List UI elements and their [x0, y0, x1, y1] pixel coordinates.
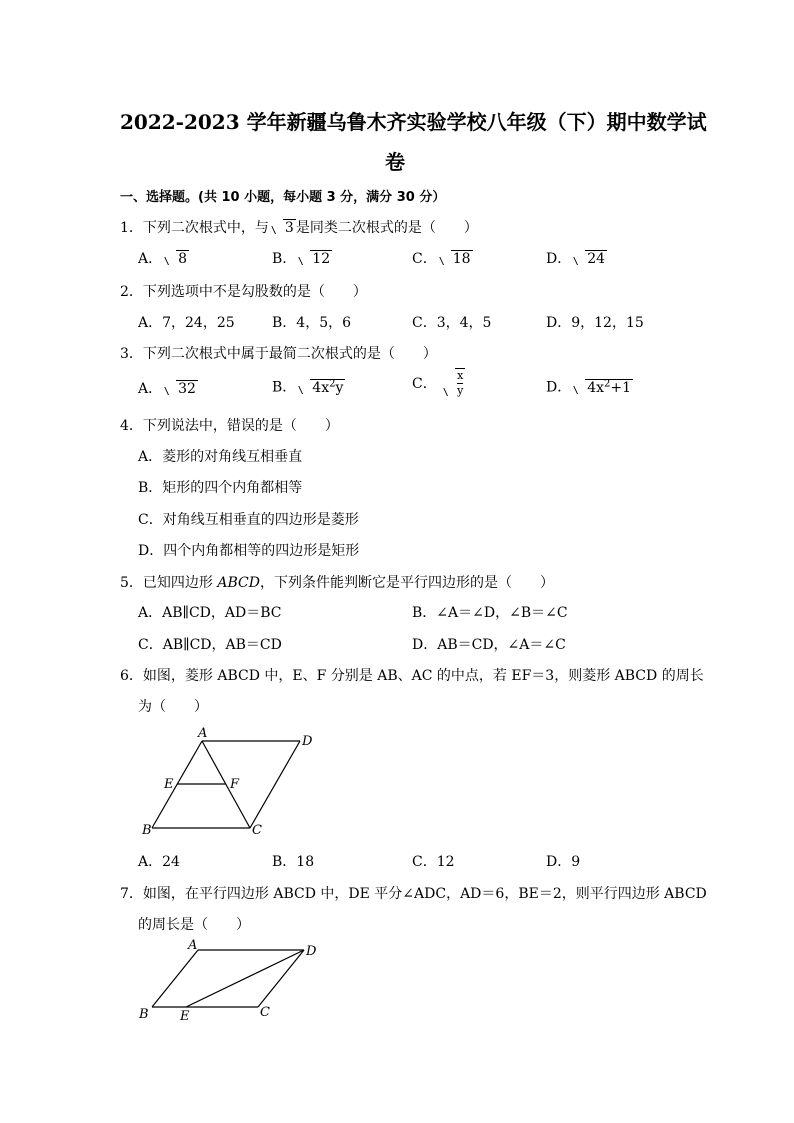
sqrt-icon [296, 251, 332, 267]
segment-dc [250, 741, 300, 828]
numerator: x [457, 369, 464, 382]
question-3: 3．下列二次根式中属于最简二次根式的是（ ） [120, 346, 437, 362]
radicand-tail: +1 [610, 379, 632, 396]
label-d: D [306, 944, 317, 959]
q1-stem-post: 是同类二次根式的是（ ） [295, 220, 478, 236]
q2-option-b[interactable]: B．4，5，6 [272, 315, 352, 331]
label-e: E [164, 777, 174, 792]
radicand-exp: 2 [329, 378, 336, 389]
sqrt-icon [571, 374, 633, 396]
sqrt-icon [441, 368, 465, 398]
section-heading: 一、选择题。(共 10 小题，每小题 3 分，满分 30 分） [120, 190, 446, 205]
radicand [585, 379, 633, 396]
question-6-line2: 为（ ） [138, 699, 208, 715]
sqrt-icon [437, 251, 473, 267]
q5-option-c[interactable]: C．AB∥CD，AB＝CD [138, 637, 282, 653]
segment-dc [258, 950, 304, 1007]
radicand: 32 [178, 381, 196, 397]
q2-option-a[interactable]: A．7，24，25 [138, 315, 235, 331]
q2-option-d[interactable]: D．9，12，15 [546, 315, 644, 331]
q1-radicand: 3 [284, 220, 294, 236]
question-5 [120, 572, 554, 592]
label-e: E [180, 1009, 190, 1024]
q6-option-c[interactable]: C．12 [412, 854, 455, 870]
option-label: B． [272, 251, 297, 267]
label-d: D [302, 734, 313, 749]
q1-option-c[interactable] [412, 248, 473, 268]
q1-option-a[interactable] [138, 248, 189, 268]
q7-parallelogram-figure [136, 938, 326, 1024]
q5-option-b[interactable]: B．∠A＝∠D，∠B＝∠C [412, 605, 568, 621]
q3-option-b[interactable] [272, 374, 345, 397]
option-label: A． [138, 381, 163, 397]
denominator: y [457, 384, 464, 397]
q5-stem-post: ，下列条件能判断它是平行四边形的是（ ） [259, 575, 554, 591]
segment-ba [152, 950, 198, 1007]
radicand-tail: y [335, 379, 344, 396]
label-a: A [188, 938, 198, 953]
radicand-base: 4x [587, 379, 605, 396]
option-label: A． [138, 251, 163, 267]
q1-stem-pre: 1．下列二次根式中，与 [120, 220, 269, 236]
radicand-base: 4x [312, 379, 330, 396]
q6-option-a[interactable]: A．24 [138, 854, 180, 870]
label-c: C [260, 1005, 270, 1020]
q5-stem-abcd: ABCD [217, 575, 260, 591]
radicand: 12 [312, 251, 331, 267]
q3-option-a[interactable] [138, 378, 198, 398]
q6-option-b[interactable]: B．18 [272, 854, 315, 870]
question-6-line1: 6．如图，菱形 ABCD 中，E、F 分别是 AB、AC 的中点，若 EF＝3，则菱形 ABCD 的周长 [120, 668, 704, 684]
q4-option-a[interactable]: A．菱形的对角线互相垂直 [138, 449, 303, 465]
q4-option-b[interactable]: B．矩形的四个内角都相等 [138, 480, 303, 496]
q1-option-b[interactable] [272, 248, 332, 268]
sqrt-icon [269, 220, 296, 236]
question-2: 2．下列选项中不是勾股数的是（ ） [120, 284, 367, 300]
label-b: B [139, 1007, 149, 1022]
q6-rhombus-figure [138, 722, 328, 840]
option-label: C． [412, 376, 437, 392]
question-1 [120, 217, 478, 237]
q4-option-c[interactable]: C．对角线互相垂直的四边形是菱形 [138, 512, 359, 528]
q3-option-c[interactable] [412, 368, 465, 398]
q4-option-d[interactable]: D．四个内角都相等的四边形是矩形 [138, 543, 360, 559]
question-4: 4．下列说法中，错误的是（ ） [120, 418, 339, 434]
option-label: C． [412, 251, 437, 267]
q1-option-d[interactable] [546, 248, 607, 268]
label-a: A [198, 726, 208, 741]
label-c: C [252, 823, 262, 838]
q3-option-d[interactable] [546, 374, 633, 397]
option-label: B． [272, 379, 297, 396]
radicand [310, 379, 345, 396]
q5-option-d[interactable]: D．AB＝CD，∠A＝∠C [412, 637, 566, 653]
q5-option-a[interactable]: A．AB∥CD，AD＝BC [138, 605, 282, 621]
sqrt-icon [296, 374, 345, 396]
sqrt-icon [162, 381, 198, 397]
q6-option-d[interactable]: D．9 [546, 854, 581, 870]
page-title-line2: 卷 [385, 150, 405, 174]
radicand: 18 [452, 251, 471, 267]
question-7-line2: 的周长是（ ） [138, 917, 250, 933]
radicand: 8 [178, 251, 188, 267]
option-label: D． [546, 379, 572, 396]
page-title-line1: 2022-2023 学年新疆乌鲁木齐实验学校八年级（下）期中数学试 [120, 110, 707, 134]
label-b: B [142, 823, 152, 838]
radicand-exp: 2 [604, 378, 611, 389]
label-f: F [230, 777, 240, 792]
fraction [455, 368, 465, 398]
segment-de [186, 950, 304, 1007]
sqrt-icon [162, 251, 189, 267]
sqrt-icon [571, 251, 607, 267]
q2-option-c[interactable]: C．3，4，5 [412, 315, 492, 331]
radicand: 24 [587, 251, 606, 267]
question-7-line1: 7．如图，在平行四边形 ABCD 中，DE 平分∠ADC，AD＝6，BE＝2，则平行四边形 ABCD [120, 886, 707, 902]
option-label: D． [546, 251, 572, 267]
q5-stem-pre: 5．已知四边形 [120, 575, 218, 591]
